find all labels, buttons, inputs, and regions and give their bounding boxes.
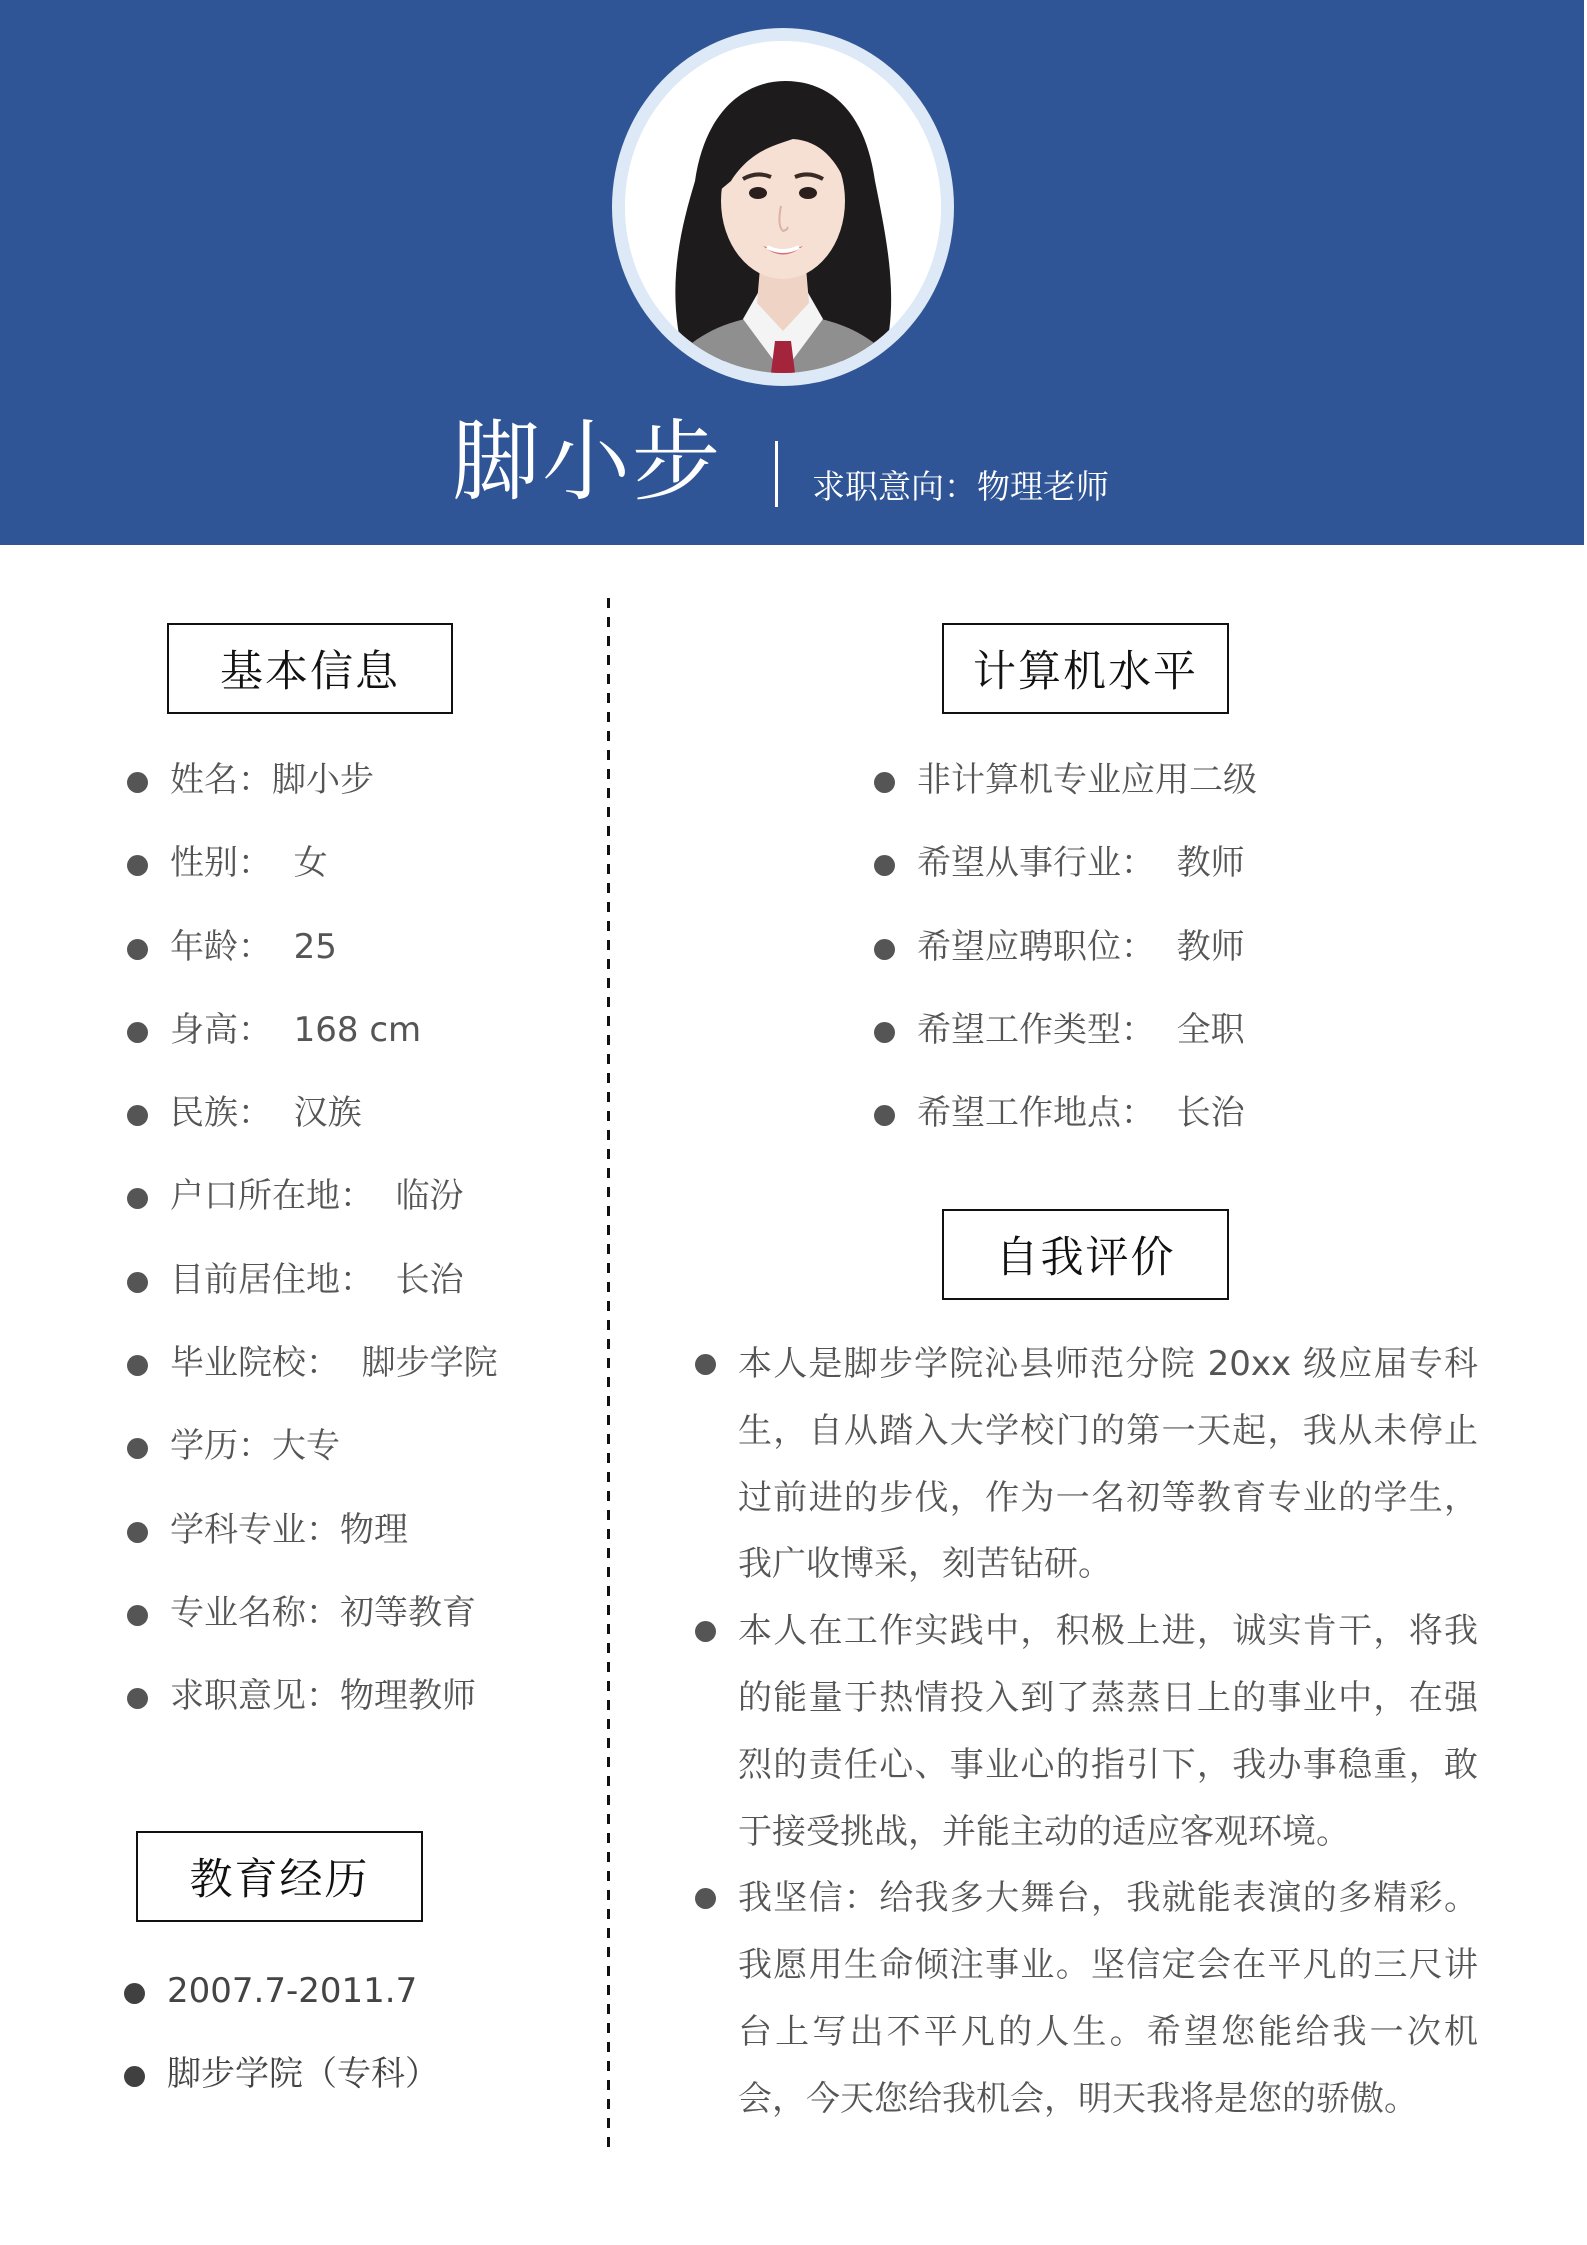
list-item: 民族： 汉族 <box>170 1072 498 1155</box>
section-title-computer-level: 计算机水平 <box>942 623 1229 714</box>
title-separator <box>775 441 778 507</box>
section-title-self-evaluation: 自我评价 <box>942 1209 1229 1300</box>
education-list <box>167 1950 439 2117</box>
list-item: 身高： 168 cm <box>170 989 498 1072</box>
list-item: 学历：大专 <box>170 1405 498 1488</box>
list-item: 目前居住地： 长治 <box>170 1239 498 1322</box>
list-item: 非计算机专业应用二级 <box>917 739 1257 822</box>
column-divider <box>607 598 610 2150</box>
list-item: 姓名：脚小步 <box>170 739 498 822</box>
list-item: 性别： 女 <box>170 822 498 905</box>
portrait-image-icon <box>625 41 941 373</box>
header-banner <box>0 0 1584 545</box>
list-item: 希望工作类型： 全职 <box>917 989 1257 1072</box>
self-evaluation-paragraph: 我坚信：给我多大舞台，我就能表演的多精彩。我愿用生命倾注事业。坚信定会在平凡的三尺讲台上写出不平凡的人生。希望您能给我一次机会，今天您给我机会，明天我将是您的骄傲。 <box>738 1865 1478 2132</box>
list-item: 脚步学院（专科） <box>167 2033 439 2116</box>
list-item: 专业名称：初等教育 <box>170 1572 498 1655</box>
list-item: 年龄： 25 <box>170 906 498 989</box>
job-intent: 求职意向：物理老师 <box>812 467 1109 506</box>
list-item: 学科专业：物理 <box>170 1489 498 1572</box>
list-item: 户口所在地： 临汾 <box>170 1155 498 1238</box>
list-item: 希望应聘职位： 教师 <box>917 906 1257 989</box>
photo-frame <box>612 28 954 386</box>
basic-info-list <box>170 739 498 1739</box>
list-item: 求职意见：物理教师 <box>170 1655 498 1738</box>
section-title-education: 教育经历 <box>136 1831 423 1922</box>
list-item: 2007.7-2011.7 <box>167 1950 439 2033</box>
candidate-name: 脚小步 <box>452 410 723 513</box>
self-evaluation-paragraph: 本人是脚步学院沁县师范分院 20xx 级应届专科生，自从踏入大学校门的第一天起，我从未停止过前进的步伐，作为一名初等教育专业的学生，我广收博采，刻苦钻研。 <box>738 1331 1478 1598</box>
self-evaluation-paragraph: 本人在工作实践中，积极上进，诚实肯干，将我的能量于热情投入到了蒸蒸日上的事业中，在强烈的责任心、事业心的指引下，我办事稳重，敢于接受挑战，并能主动的适应客观环境。 <box>738 1598 1478 1865</box>
computer-list <box>917 739 1257 1155</box>
list-item: 毕业院校： 脚步学院 <box>170 1322 498 1405</box>
list-item: 希望工作地点： 长治 <box>917 1072 1257 1155</box>
self-evaluation-list <box>738 1331 1478 2133</box>
section-title-basic-info: 基本信息 <box>167 623 453 714</box>
portrait-photo <box>625 41 941 373</box>
list-item: 希望从事行业： 教师 <box>917 822 1257 905</box>
